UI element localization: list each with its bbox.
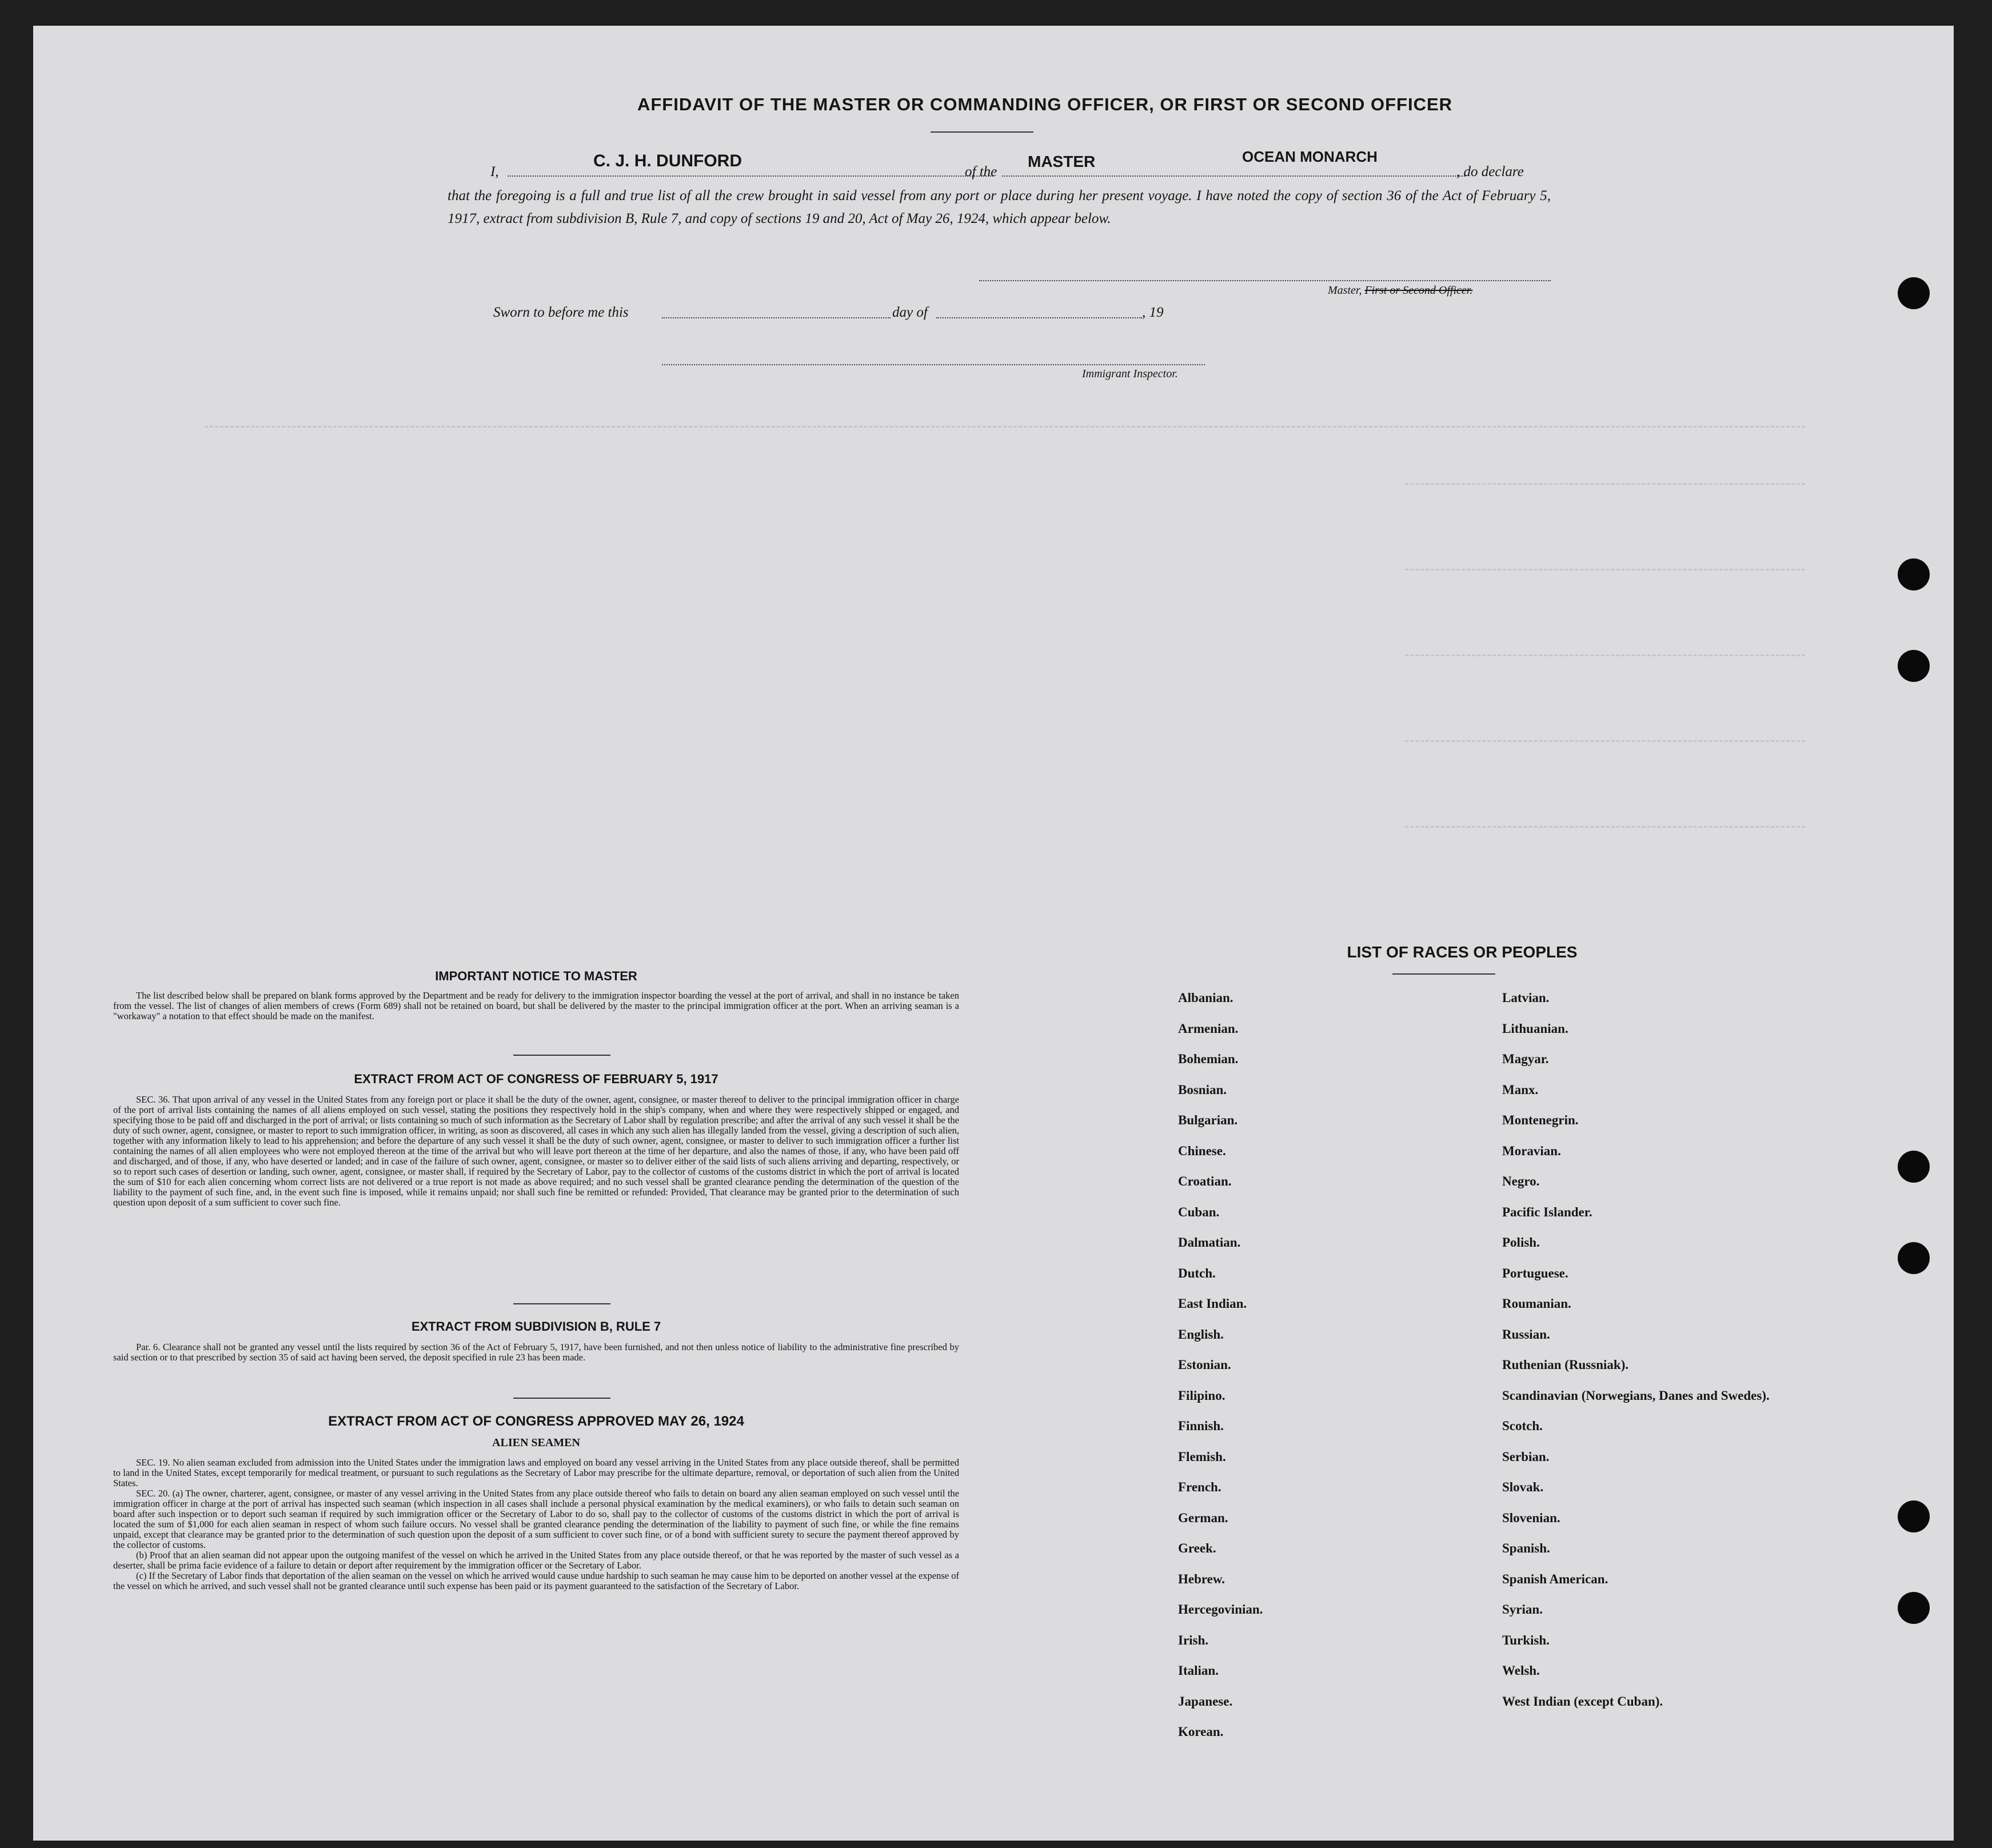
punch-hole (1898, 558, 1930, 590)
race-item: Russian. (1502, 1327, 1550, 1342)
race-item: Polish. (1502, 1235, 1540, 1250)
race-item: English. (1178, 1327, 1224, 1342)
race-item: Turkish. (1502, 1633, 1550, 1647)
race-item: Korean. (1178, 1725, 1224, 1739)
sec-20c-paragraph: (c) If the Secretary of Labor finds that deportation of the alien seaman on the vessel on which he arrived would cause undue hardship to such seaman he may cause him to be deported on another vessel at the expense of the vessel on which he arrived, and such vessel shall not be granted clearance until such expense has been paid or its payment guaranteed to the satisfaction of the Secretary of Labor. (113, 1570, 959, 1591)
race-item: Welsh. (1502, 1663, 1540, 1678)
punch-hole (1898, 1151, 1930, 1183)
do-declare-label: , do declare (1456, 164, 1524, 179)
race-item: Bosnian. (1178, 1082, 1227, 1097)
race-item: Bulgarian. (1178, 1113, 1238, 1127)
of-the-label: of the (965, 164, 997, 179)
punch-hole (1898, 1592, 1930, 1624)
race-item: Bohemian. (1178, 1052, 1239, 1066)
extract-1917-text (113, 1095, 959, 1208)
divider (513, 1398, 610, 1399)
race-item: Croatian. (1178, 1174, 1232, 1188)
race-item: Roumanian. (1502, 1296, 1571, 1311)
race-item: Ruthenian (Russniak). (1502, 1358, 1629, 1372)
races-left-column (1178, 991, 1464, 1755)
race-item: Flemish. (1178, 1449, 1226, 1464)
race-item: Filipino. (1178, 1388, 1225, 1403)
i-label: I, (490, 164, 499, 179)
divider (931, 131, 1033, 133)
race-item: Slovenian. (1502, 1510, 1560, 1525)
race-item: Spanish. (1502, 1541, 1550, 1555)
signature-caption (1328, 284, 1472, 297)
race-item: Japanese. (1178, 1694, 1233, 1709)
race-item: German. (1178, 1510, 1228, 1525)
race-item: Chinese. (1178, 1143, 1226, 1158)
punch-hole (1898, 650, 1930, 682)
races-right-column (1502, 991, 1845, 1725)
sworn-label: Sworn to before me this (493, 305, 629, 320)
sworn-month-line (936, 317, 1142, 318)
vessel-name: OCEAN MONARCH (1242, 148, 1378, 165)
race-item: Dutch. (1178, 1266, 1216, 1280)
extract-1924-text (113, 1458, 959, 1591)
race-item: Cuban. (1178, 1204, 1220, 1219)
par-6-paragraph: Par. 6. Clearance shall not be granted any vessel until the lists required by section 36 of the Act of February 5, 1917, have been furnished, and not then unless notice of liability to the administrative fine prescribed by said section or to that prescribed by section 35 of said act having been served, the deposit specified in rule 23 has been made. (113, 1342, 959, 1363)
signature-line (979, 280, 1551, 281)
race-item: Negro. (1502, 1174, 1540, 1188)
race-item: Armenian. (1178, 1021, 1239, 1036)
race-item: Spanish American. (1502, 1571, 1608, 1586)
race-item: Latvian. (1502, 991, 1550, 1005)
sworn-day-line (662, 317, 891, 318)
race-item: East Indian. (1178, 1296, 1247, 1311)
race-item: French. (1178, 1480, 1221, 1494)
extract-1924-title: EXTRACT FROM ACT OF CONGRESS APPROVED MAY 26, 1924 (328, 1414, 744, 1429)
race-item: Greek. (1178, 1541, 1216, 1555)
sec-20b-paragraph: (b) Proof that an alien seaman did not appear upon the outgoing manifest of the vessel on which he arrived in the United States from any place outside thereof, or that he was reported by the master of such vessel as a deserter, shall be prima facie evidence of a failure to detain or deport after requirement by the immigration officer or the Secretary of Labor. (113, 1550, 959, 1571)
extract-rule7-text (113, 1342, 959, 1363)
race-item: Italian. (1178, 1663, 1219, 1678)
race-item: West Indian (except Cuban). (1502, 1694, 1663, 1709)
race-item: Pacific Islander. (1502, 1204, 1592, 1219)
extract-rule7-title: EXTRACT FROM SUBDIVISION B, RULE 7 (411, 1319, 661, 1334)
race-item: Albanian. (1178, 991, 1233, 1005)
race-item: Syrian. (1502, 1602, 1543, 1616)
race-item: Lithuanian. (1502, 1021, 1568, 1036)
race-item: Hercegovinian. (1178, 1602, 1263, 1616)
race-item: Manx. (1502, 1082, 1539, 1097)
race-item: Slovak. (1502, 1480, 1544, 1494)
master-name: C. J. H. DUNFORD (593, 151, 742, 170)
race-item: Moravian. (1502, 1143, 1561, 1158)
race-item: Scandinavian (Norwegians, Danes and Swedes). (1502, 1388, 1770, 1403)
divider (513, 1055, 610, 1056)
race-item: Montenegrin. (1502, 1113, 1579, 1127)
sec-19-paragraph: SEC. 19. No alien seaman excluded from admission into the United States under the immigration laws and employed on board any vessel arriving in the United States from any place outside thereof, shall be permitted to land in the United States, except temporarily for medical treatment, or pursuant to such regulations as the Secretary of Labor may prescribe for the ultimate departure, removal, or deportation of such alien from the United States. (113, 1457, 959, 1488)
race-item: Irish. (1178, 1633, 1209, 1647)
races-title: LIST OF RACES OR PEOPLES (1347, 943, 1578, 961)
sec-20a-paragraph: SEC. 20. (a) The owner, charterer, agent, consignee, or master of any vessel arriving in the United States from any place outside thereof who fails to detain on board any alien seaman employed on such vessel until the immigration officer in charge at the port of arrival has inspected such seaman (which inspection in all cases shall include a personal physical examination by the medical examiners), or who fails to detain such seaman on board after such inspection or to deport such seaman if required by such immigration officer or the Secretary of Labor to do so, shall pay to the collector of customs of the customs district in which the port of arrival is located the sum of $1,000 for each alien seaman in respect of whom such failure occurs. No vessel shall be granted clearance pending the determination of the liability to payment of such fine, or while the fine remains unpaid, except that clearance may be granted prior to the determination of such question upon the deposit of a sum sufficient to cover such fine, or of a bond with sufficient surety to secure the payment thereof approved by the collector of customs. (113, 1488, 959, 1550)
race-item: Estonian. (1178, 1358, 1231, 1372)
sec-36-paragraph: SEC. 36. That upon arrival of any vessel in the United States from any foreign port or place it shall be the duty of the owner, agent, consignee, or master thereof to deliver to the principal immigration officer in charge of the port of arrival lists containing the names of all aliens employed on such vessel, stating the positions they respectively hold in the ship's company, when and where they were respectively shipped or engaged, and specifying those to be paid off and discharged in the port of arrival; or lists containing so much of such information as the Secretary of Labor shall by regulation prescribe; and after the arrival of any such vessel it shall be the duty of such owner, agent, consignee, or master to report to such immigration officer, in writing, as soon as discovered, all cases in which any such alien has illegally landed from the vessel, giving a description of such alien, together with any information likely to lead to his apprehension; and before the departure of any such vessel it shall be the duty of such owner, agent, consignee, or master to deliver to such immigration officer a further list containing the names of all alien employees who were not employed thereon at the time of the arrival but who will leave port thereon at the time of her departure, and also the names of those, if any, who have been paid off and discharged, and of those, if any, who have deserted or landed; and in case of the failure of such owner, agent, consignee, or master so to deliver either of the said lists of such aliens arriving and departing, respectively, or so to report such cases of desertion or landing, such owner, agent, consignee, or master shall, if required by the Secretary of Labor, pay to the collector of customs of the customs district in which the port of arrival is located the sum of $10 for each alien concerning whom correct lists are not delivered or a true report is not made as above required; and no such vessel shall be granted clearance pending the determination of the question of the liability to the payment of such fine, and, in the event such fine is imposed, while it remains unpaid; nor shall such fine be remitted or refunded: Provided, That clearance may be granted prior to the determination of such question upon deposit of a sum sufficient to cover such fine. (113, 1094, 959, 1208)
notice-title: IMPORTANT NOTICE TO MASTER (435, 969, 637, 983)
vessel-field-line (1002, 175, 1465, 177)
alien-seamen-subtitle: ALIEN SEAMEN (492, 1436, 580, 1449)
inspector-signature-line (662, 364, 1205, 365)
officer-rank: MASTER (1028, 153, 1096, 170)
struck-caption: First or Second Officer. (1364, 284, 1473, 297)
divider (1392, 973, 1495, 975)
notice-text (113, 991, 959, 1021)
extract-1917-title: EXTRACT FROM ACT OF CONGRESS OF FEBRUARY 5, 1917 (354, 1072, 718, 1086)
race-item: Scotch. (1502, 1419, 1543, 1433)
affidavit-body: that the foregoing is a full and true list of all the crew brought in said vessel from any port or place during her present voyage. I have noted the copy of section 36 of the Act of February 5, 1917, extract from subdivision B, Rule 7, and copy of sections 19 and 20, Act of May 26, 1924, which appear below. (448, 188, 1551, 226)
race-item: Serbian. (1502, 1449, 1550, 1464)
notice-paragraph: The list described below shall be prepared on blank forms approved by the Department and be ready for delivery to the immigration inspector boarding the vessel at the port of arrival, and shall in no instance be taken from the vessel. The list of changes of alien members of crews (Form 689) shall not be retained on board, but shall be delivered by the master to the principal immigration officer at the port. When an arriving seaman is a "workaway" a notation to that effect should be made on the manifest. (113, 990, 959, 1021)
punch-hole (1898, 1500, 1930, 1532)
race-item: Hebrew. (1178, 1571, 1225, 1586)
year-label: , 19 (1142, 305, 1164, 320)
name-field-line (508, 175, 993, 177)
document-page (33, 26, 1954, 1841)
day-of-label: day of (892, 305, 928, 320)
race-item: Dalmatian. (1178, 1235, 1241, 1250)
race-item: Portuguese. (1502, 1266, 1568, 1280)
affidavit-title: AFFIDAVIT OF THE MASTER OR COMMANDING OFFICER, OR FIRST OR SECOND OFFICER (637, 94, 1453, 114)
race-item: Magyar. (1502, 1052, 1549, 1066)
race-item: Finnish. (1178, 1419, 1224, 1433)
punch-hole (1898, 277, 1930, 309)
divider (513, 1303, 610, 1304)
punch-hole (1898, 1242, 1930, 1274)
master-caption: Master, (1328, 284, 1362, 297)
inspector-label: Immigrant Inspector. (1082, 368, 1178, 380)
